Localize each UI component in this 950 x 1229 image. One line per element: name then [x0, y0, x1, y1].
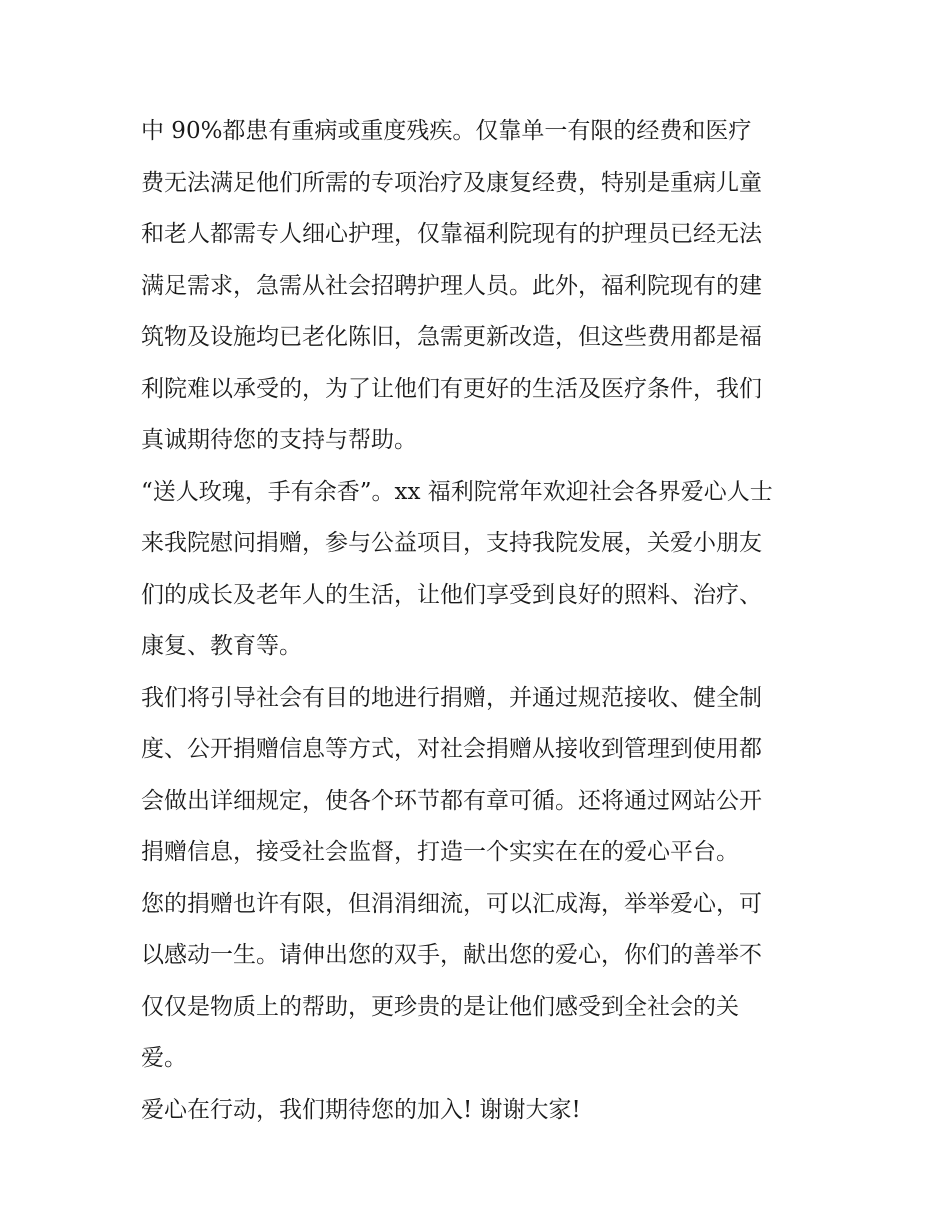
text-line: 康复、教育等。: [141, 633, 302, 659]
text-line: 们的成长及老年人的生活，让他们享受到良好的照料、治疗、: [141, 581, 762, 608]
text-line: 满足需求，急需从社会招聘护理人员。此外，福利院现有的建: [141, 272, 762, 299]
text-line: 爱心在行动，我们期待您的加入! 谢谢大家!: [141, 1096, 581, 1123]
text-line: 中 90%都患有重病或重度残疾。仅靠单一有限的经费和医疗: [141, 118, 752, 144]
text-line: 您的捐赠也许有限，但涓涓细流，可以汇成海，举举爱心，可: [141, 890, 762, 917]
text-line: 真诚期待您的支持与帮助。: [141, 427, 417, 453]
text-line: 度、公开捐赠信息等方式，对社会捐赠从接收到管理到使用都: [141, 736, 762, 762]
text-line: 仅仅是物质上的帮助，更珍贵的是让他们感受到全社会的关: [141, 993, 739, 1020]
text-line: 费无法满足他们所需的专项治疗及康复经费，特别是重病儿童: [141, 169, 762, 196]
text-line: 捐赠信息，接受社会监督，打造一个实实在在的爱心平台。: [141, 839, 739, 865]
text-line: “送人玫瑰，手有余香”。xx 福利院常年欢迎社会各界爱心人士: [141, 478, 773, 505]
text-line: 来我院慰问捐赠，参与公益项目，支持我院发展，关爱小朋友: [141, 530, 762, 556]
text-line: 我们将引导社会有目的地进行捐赠，并通过规范接收、健全制: [141, 684, 762, 711]
text-line: 以感动一生。请伸出您的双手，献出您的爱心，你们的善举不: [141, 942, 762, 968]
body-text: [141, 106, 816, 1136]
text-line: 会做出详细规定，使各个环节都有章可循。还将通过网站公开: [141, 787, 762, 814]
text-line: 筑物及设施均已老化陈旧，急需更新改造，但这些费用都是福: [141, 324, 762, 350]
text-line: 爱。: [141, 1045, 187, 1071]
text-line: 和老人都需专人细心护理，仅靠福利院现有的护理员已经无法: [141, 221, 762, 247]
text-line: 利院难以承受的，为了让他们有更好的生活及医疗条件，我们: [141, 375, 762, 402]
